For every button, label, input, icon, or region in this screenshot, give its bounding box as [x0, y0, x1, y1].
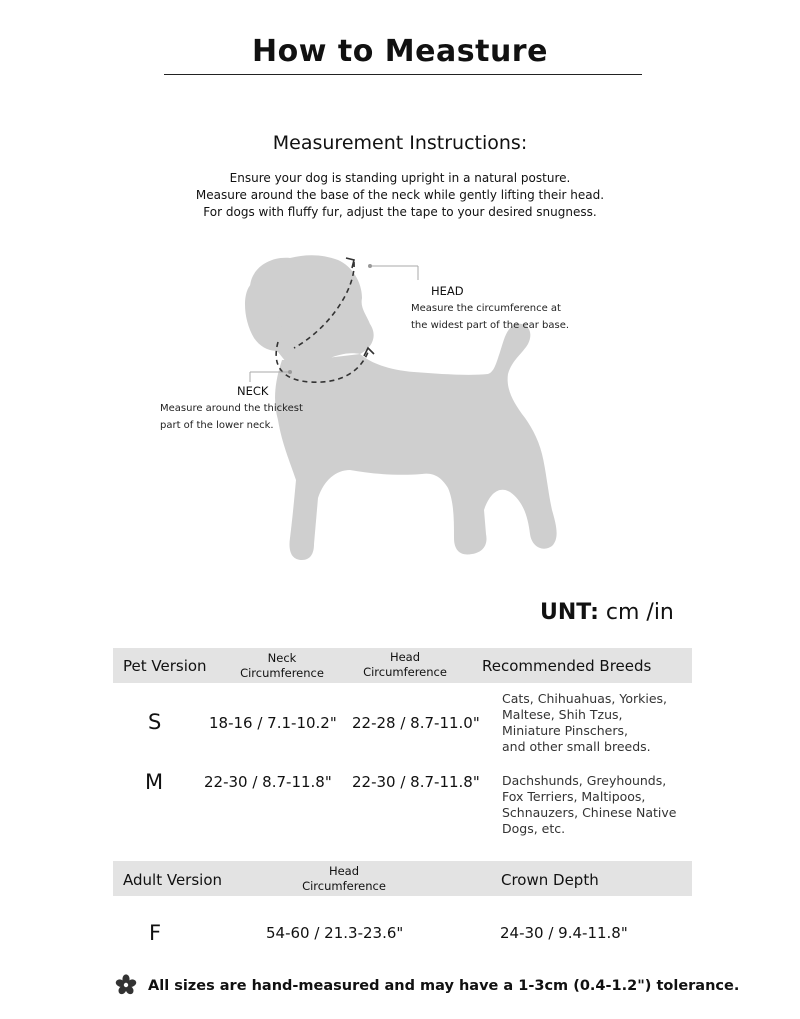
breeds-list [502, 773, 676, 837]
instructions-text [0, 170, 800, 221]
header-line: Head [389, 650, 421, 664]
header-line: Circumference [302, 879, 386, 893]
adult-head-value: 54-60 / 21.3-23.6" [266, 924, 404, 942]
head-description [411, 300, 569, 334]
crown-depth-value: 24-30 / 9.4-11.8" [500, 924, 628, 942]
unit-value: cm /in [605, 600, 674, 625]
breed-line: Miniature Pinschers, [502, 723, 628, 738]
size-label: S [148, 710, 162, 734]
instructions-heading: Measurement Instructions: [272, 132, 528, 154]
instruction-line: For dogs with fluffy fur, adjust the tape to your desired snugness. [203, 205, 597, 219]
head-value: 22-28 / 8.7-11.0" [352, 714, 480, 732]
page-title: How to Measture [252, 34, 548, 69]
head-label: HEAD [431, 284, 464, 298]
header-line: Head [328, 864, 360, 878]
instruction-line: Measure around the base of the neck while gently lifting their head. [195, 188, 605, 202]
pet-version-header: Pet Version [123, 657, 207, 675]
title-divider [164, 74, 642, 75]
head-circumference-header [353, 650, 457, 680]
neck-pointer-dot [288, 370, 292, 374]
unit-indicator [540, 600, 674, 625]
recommended-breeds-header: Recommended Breeds [482, 657, 652, 675]
flower-icon [115, 974, 137, 996]
breed-line: and other small breeds. [502, 739, 651, 754]
breed-line: Fox Terriers, Maltipoos, [502, 789, 646, 804]
breed-line: Maltese, Shih Tzus, [502, 707, 623, 722]
adult-head-circumference-header [292, 864, 396, 894]
breed-line: Dachshunds, Greyhounds, [502, 773, 667, 788]
breed-line: Dogs, etc. [502, 821, 566, 836]
head-desc-line: Measure the circumference at [411, 303, 561, 314]
unit-label: UNT: [540, 600, 599, 625]
size-label: M [145, 770, 164, 794]
breeds-list [502, 691, 667, 755]
crown-depth-header: Crown Depth [501, 871, 599, 889]
neck-description [160, 400, 303, 434]
neck-circumference-header [230, 651, 334, 681]
header-line: Circumference [363, 665, 447, 679]
breed-line: Schnauzers, Chinese Native [502, 805, 677, 820]
tolerance-note: All sizes are hand-measured and may have a 1-3cm (0.4-1.2") tolerance. [148, 978, 740, 994]
head-pointer-dot [368, 264, 372, 268]
neck-value: 22-30 / 8.7-11.8" [204, 773, 332, 791]
head-desc-line: the widest part of the ear base. [411, 320, 570, 331]
header-line: Neck [267, 651, 297, 665]
neck-desc-line: part of the lower neck. [160, 420, 274, 431]
adult-version-header: Adult Version [123, 871, 223, 889]
breed-line: Cats, Chihuahuas, Yorkies, [502, 691, 667, 706]
neck-desc-line: Measure around the thickest [160, 403, 303, 414]
size-label: F [149, 921, 162, 945]
head-value: 22-30 / 8.7-11.8" [352, 773, 480, 791]
instruction-line: Ensure your dog is standing upright in a natural posture. [229, 171, 571, 185]
neck-value: 18-16 / 7.1-10.2" [209, 714, 337, 732]
header-line: Circumference [240, 666, 324, 680]
neck-label: NECK [237, 384, 269, 398]
